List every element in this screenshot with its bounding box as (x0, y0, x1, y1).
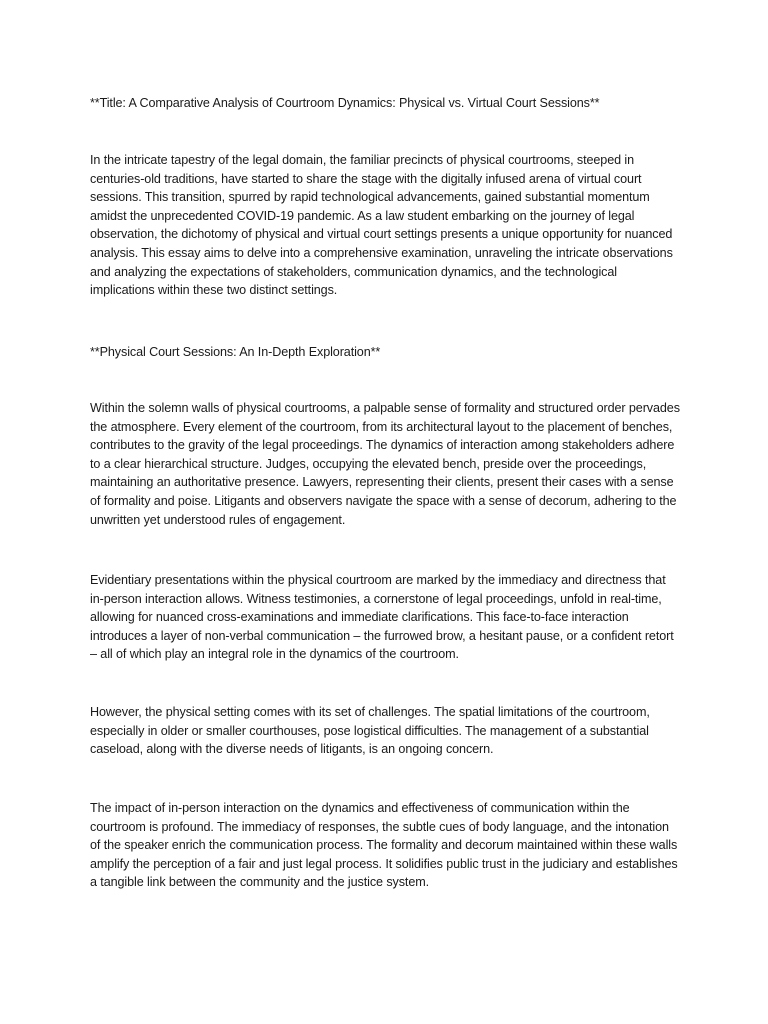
document-title: **Title: A Comparative Analysis of Courtroom Dynamics: Physical vs. Virtual Court Sessions** (90, 96, 600, 110)
body-paragraph-4: The impact of in-person interaction on the dynamics and effectiveness of communication within the courtroom is profound. The immediacy of responses, the subtle cues of body language, and the intonation of the speaker enrich the communication process. The formality and decorum maintained within these walls amplify the perception of a fair and just legal process. It solidifies public trust in the judiciary and establishes a tangible link between the community and the justice system. (90, 801, 678, 890)
body-paragraph-2: Evidentiary presentations within the physical courtroom are marked by the immediacy and directness that in-person interaction allows. Witness testimonies, a cornerstone of legal proceedings, unfold in real-time, allowing for nuanced cross-examinations and immediate clarifications. This face-to-face interaction introduces a layer of non-verbal communication – the furrowed brow, a hesitant pause, or a confident retort – all of which play an integral role in the dynamics of the courtroom. (90, 573, 674, 662)
body-paragraph-3: However, the physical setting comes with its set of challenges. The spatial limitations of the courtroom, especially in older or smaller courthouses, pose logistical difficulties. The management of a substantial caseload, along with the diverse needs of litigants, is an ongoing concern. (90, 705, 650, 757)
body-paragraph-1: Within the solemn walls of physical courtrooms, a palpable sense of formality and structured order pervades the atmosphere. Every element of the courtroom, from its architectural layout to the placement of benches, contributes to the gravity of the legal proceedings. The dynamics of interaction among stakeholders adhere to a clear hierarchical structure. Judges, occupying the elevated bench, preside over the proceedings, maintaining an authoritative presence. Lawyers, representing their clients, present their cases with a sense of formality and poise. Litigants and observers navigate the space with a sense of decorum, adhering to the unwritten yet understood rules of engagement. (90, 401, 680, 527)
section-heading: **Physical Court Sessions: An In-Depth Exploration** (90, 345, 381, 359)
intro-paragraph: In the intricate tapestry of the legal domain, the familiar precincts of physical courtrooms, steeped in centuries-old traditions, have started to share the stage with the digitally infused arena of virtual court sessions. This transition, spurred by rapid technological advancements, gained substantial momentum amidst the unprecedented COVID-19 pandemic. As a law student embarking on the journey of legal observation, the dichotomy of physical and virtual court settings presents a unique opportunity for nuanced analysis. This essay aims to delve into a comprehensive examination, unraveling the intricate observations and analyzing the expectations of stakeholders, communication dynamics, and the technological implications within these two distinct settings. (90, 153, 673, 298)
